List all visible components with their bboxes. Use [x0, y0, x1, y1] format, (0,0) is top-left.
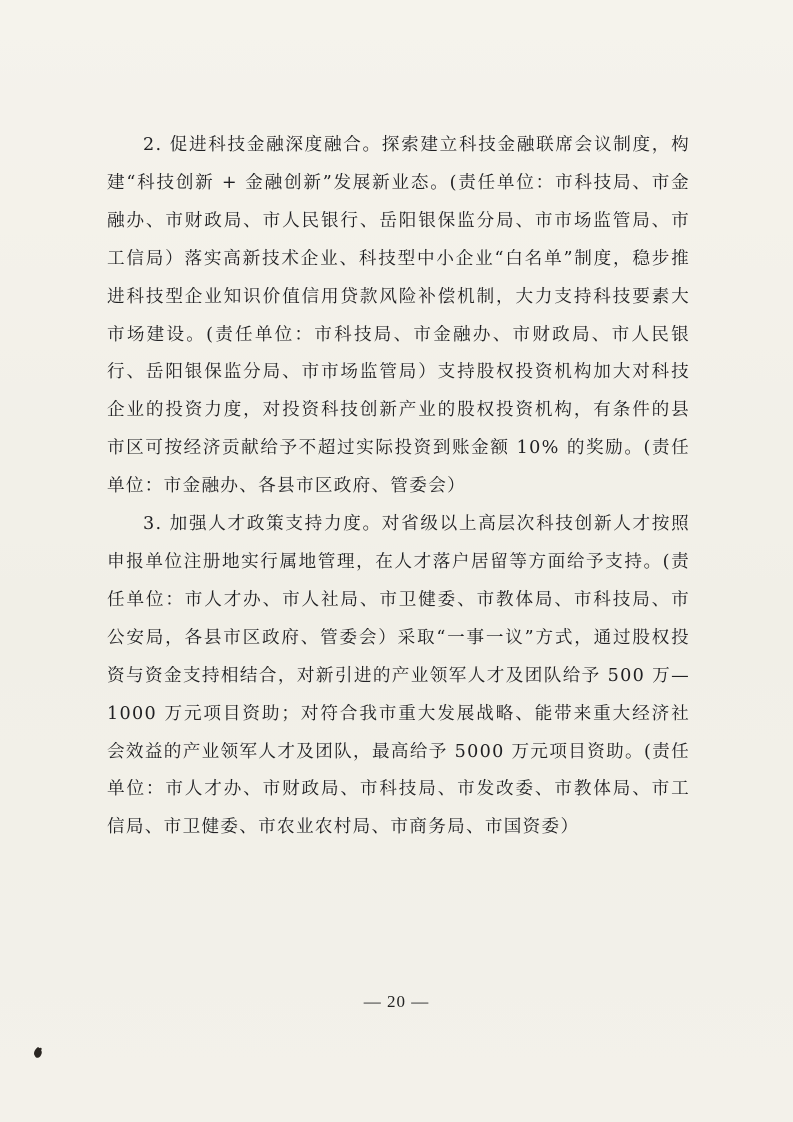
page-number: — 20 — — [363, 992, 430, 1011]
paragraph-3-talent-policy: 3. 加强人才政策支持力度。对省级以上高层次科技创新人才按照申报单位注册地实行属地管理，在人才落户居留等方面给予支持。(责任单位：市人才办、市人社局、市卫健委、市教体局、市科技局、市公安局，各县市区政府、管委会）采取“一事一议”方式，通过股权投资与资金支持相结合，对新引进的产业领军人才及团队给予 500 万—1000 万元项目资助；对符合我市重大发展战略、能带来重大经济社会效益的产业领军人才及团队，最高给予 5000 万元项目资助。(责任单位：市人才办、市财政局、市科技局、市发改委、市教体局、市工信局、市卫健委、市农业农村局、市商务局、市国资委） — [107, 514, 690, 838]
paragraph-2-tech-finance: 2. 促进科技金融深度融合。探索建立科技金融联席会议制度，构建“科技创新 + 金融创新”发展新业态。(责任单位：市科技局、市金融办、市财政局、市人民银行、岳阳银保监分局、市市场监管局、市工信局）落实高新技术企业、科技型中小企业“白名单”制度，稳步推进科技型企业知识价值信用贷款风险补偿机制，大力支持科技要素大市场建设。(责任单位：市科技局、市金融办、市财政局、市人民银行、岳阳银保监分局、市市场监管局）支持股权投资机构加大对科技企业的投资力度，对投资科技创新产业的股权投资机构，有条件的县市区可按经济贡献给予不超过实际投资到账金额 10% 的奖励。(责任单位：市金融办、各县市区政府、管委会） — [107, 135, 690, 497]
ink-mark-icon — [32, 1046, 44, 1060]
document-body — [107, 127, 690, 847]
